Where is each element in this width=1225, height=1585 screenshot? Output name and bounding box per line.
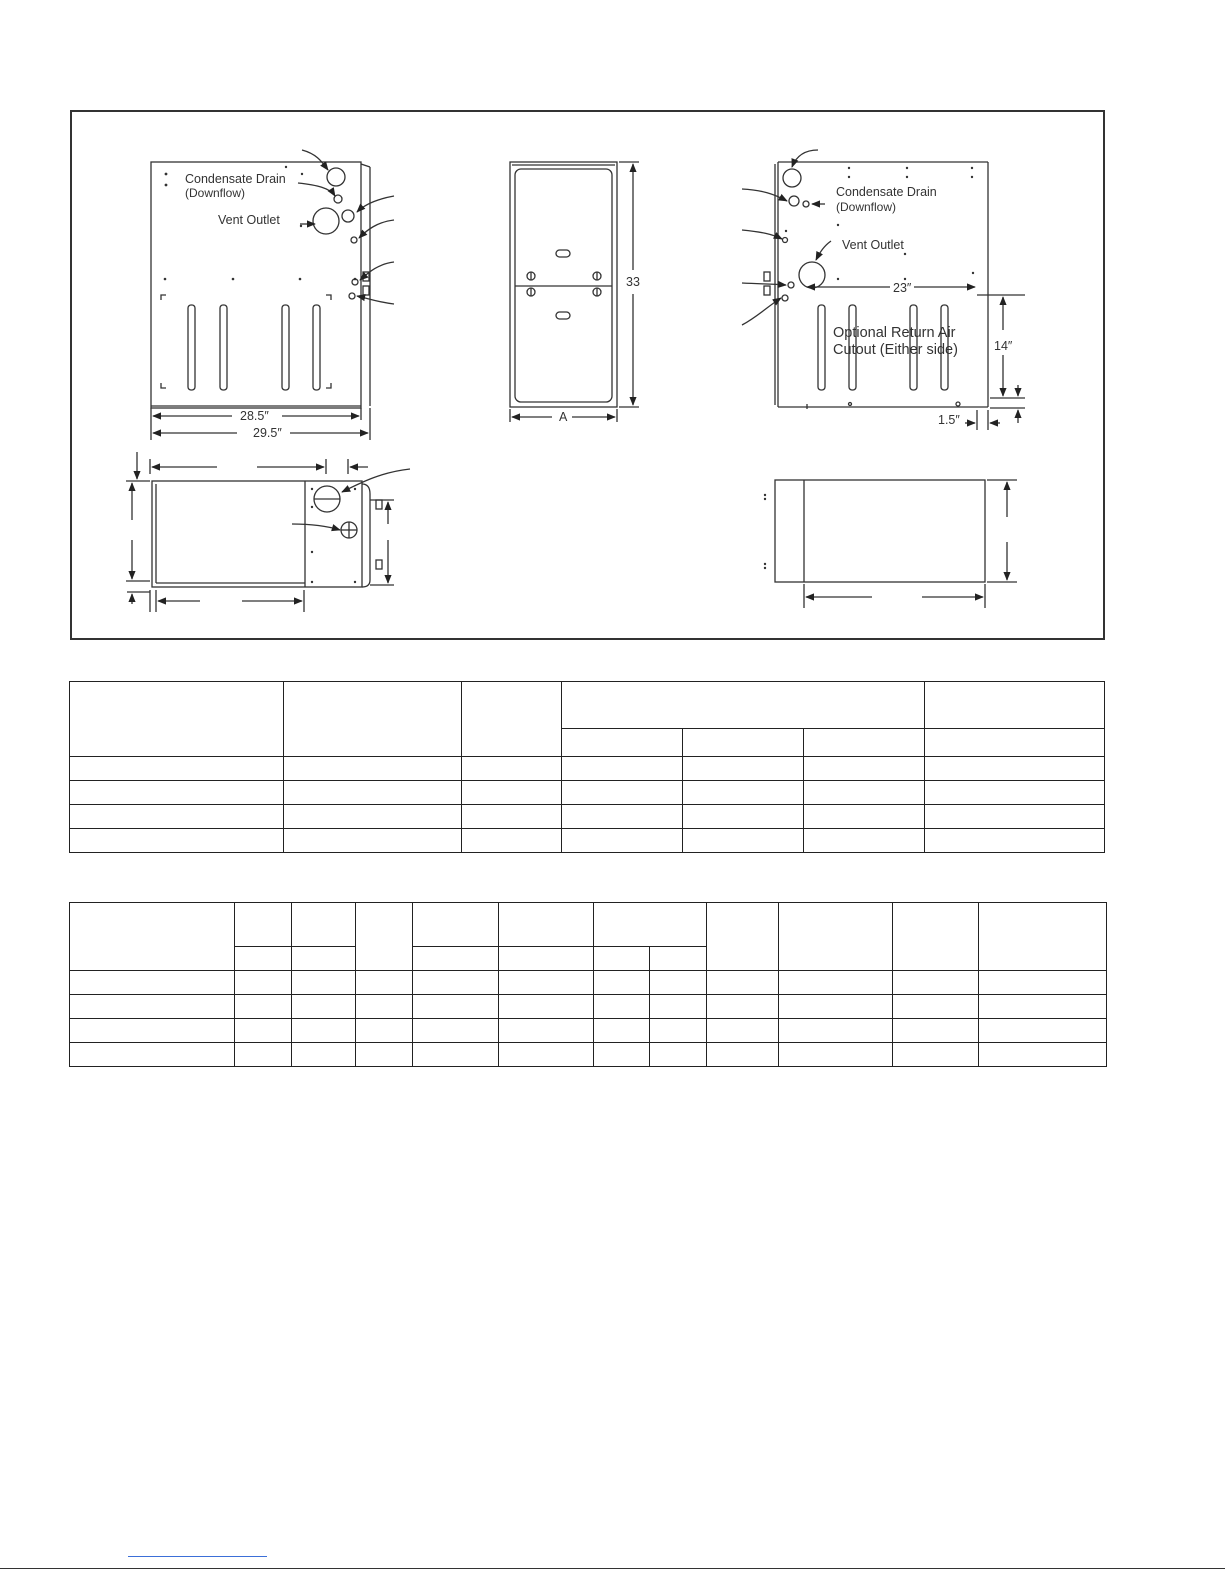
table-cell [70,1043,235,1067]
table-cell [284,757,462,781]
table-cell [284,682,462,757]
table-cell [562,829,683,853]
table-cell [292,1043,356,1067]
table-cell [413,971,499,995]
table-cell [499,1043,594,1067]
spec-table-2 [69,902,1107,1067]
table-cell [804,757,925,781]
table-cell [70,995,235,1019]
front-inner-width-dim: 28.5″ [240,409,269,423]
table-cell [650,971,707,995]
table-cell [779,1019,893,1043]
table-cell [683,829,804,853]
table-cell [893,903,979,971]
table-cell [683,805,804,829]
front-outer-width-dim: 29.5″ [253,426,282,440]
table-header-row [70,903,1107,947]
table-row [70,829,1105,853]
table-cell [594,903,707,947]
table-cell [413,903,499,947]
rear-vent-outlet-label: Vent Outlet [842,238,904,252]
table-cell [499,995,594,1019]
table-cell [499,1019,594,1043]
table-cell [562,781,683,805]
table-cell [235,903,292,947]
table-cell [235,1043,292,1067]
table-cell [594,1019,650,1043]
front-condensate-drain-sub: (Downflow) [185,186,246,200]
table-cell [356,1019,413,1043]
table-cell [356,1043,413,1067]
table-cell [925,829,1105,853]
table-cell [562,805,683,829]
table-cell [804,729,925,757]
rear-condensate-drain-label: Condensate Drain [836,185,937,199]
table-cell [594,947,650,971]
table-cell [284,805,462,829]
table-cell [70,829,284,853]
table-cell [925,781,1105,805]
table-cell [413,1019,499,1043]
table-cell [804,781,925,805]
bottom-view [764,480,1017,608]
table-cell [804,805,925,829]
table-row [70,1019,1107,1043]
table-cell [683,757,804,781]
table-row [70,971,1107,995]
table-cell [70,1019,235,1043]
table-cell [925,757,1105,781]
table-row [70,757,1105,781]
table-cell [292,995,356,1019]
table-cell [70,971,235,995]
table-cell [779,971,893,995]
table-cell [707,1019,779,1043]
dimension-diagram-frame [70,110,1105,640]
table-cell [893,995,979,1019]
table-row [70,1043,1107,1067]
spec-table-1 [69,681,1105,853]
side-view [510,162,639,422]
table-cell [499,971,594,995]
table-cell [70,781,284,805]
table-cell [462,757,562,781]
table-cell [284,829,462,853]
table-row [70,781,1105,805]
side-height-dim: 33 [626,275,640,289]
table-cell [893,971,979,995]
rear-condensate-drain-sub: (Downflow) [836,200,897,214]
table-cell [804,829,925,853]
table-cell [979,1043,1107,1067]
table-cell [70,682,284,757]
table-cell [683,781,804,805]
table-cell [893,1043,979,1067]
table-cell [779,1043,893,1067]
table-cell [413,947,499,971]
front-vent-outlet-label: Vent Outlet [218,213,280,227]
table-cell [284,781,462,805]
table-cell [499,947,594,971]
table-cell [594,995,650,1019]
rear-cutout-offset-dim: 1.5″ [938,413,960,427]
table-cell [562,682,925,729]
footer-link-underline[interactable] [128,1556,267,1557]
table-cell [235,1019,292,1043]
rear-cutout-height-dim: 14″ [994,339,1013,353]
footer-rule [0,1568,1225,1569]
table-cell [235,971,292,995]
table-cell [594,1043,650,1067]
table-cell [779,903,893,971]
table-cell [499,903,594,947]
side-width-dim: A [559,410,568,424]
table-cell [292,903,356,947]
front-condensate-drain-label: Condensate Drain [185,172,286,186]
table-cell [356,903,413,971]
table-cell [707,995,779,1019]
table-cell [650,995,707,1019]
table-cell [650,1019,707,1043]
table-cell [979,903,1107,971]
table-cell [979,995,1107,1019]
table-cell [356,995,413,1019]
table-header-row [70,682,1105,729]
table-cell [979,1019,1107,1043]
table-cell [70,805,284,829]
table-cell [562,757,683,781]
table-row [70,995,1107,1019]
table-cell [356,971,413,995]
table-cell [413,1043,499,1067]
rear-cutout-width-dim: 23″ [893,281,912,295]
table-cell [235,995,292,1019]
table-cell [925,682,1105,729]
table-cell [70,903,235,971]
table-cell [650,947,707,971]
table-cell [235,947,292,971]
table-cell [707,1043,779,1067]
top-view [126,452,410,612]
table-cell [462,829,562,853]
table-cell [462,805,562,829]
table-cell [707,971,779,995]
table-row [70,805,1105,829]
table-cell [925,805,1105,829]
rear-return-air-line2: Cutout (Either side) [833,342,958,358]
rear-return-air-line1: Optional Return Air [833,325,956,341]
dimension-diagram [72,112,1103,638]
table-cell [925,729,1105,757]
table-cell [650,1043,707,1067]
table-cell [562,729,683,757]
table-cell [979,971,1107,995]
table-cell [462,682,562,757]
table-cell [70,757,284,781]
table-cell [707,903,779,971]
table-cell [462,781,562,805]
table-cell [292,971,356,995]
table-cell [683,729,804,757]
table-cell [893,1019,979,1043]
table-cell [594,971,650,995]
table-cell [413,995,499,1019]
table-cell [779,995,893,1019]
table-cell [292,1019,356,1043]
table-cell [292,947,356,971]
